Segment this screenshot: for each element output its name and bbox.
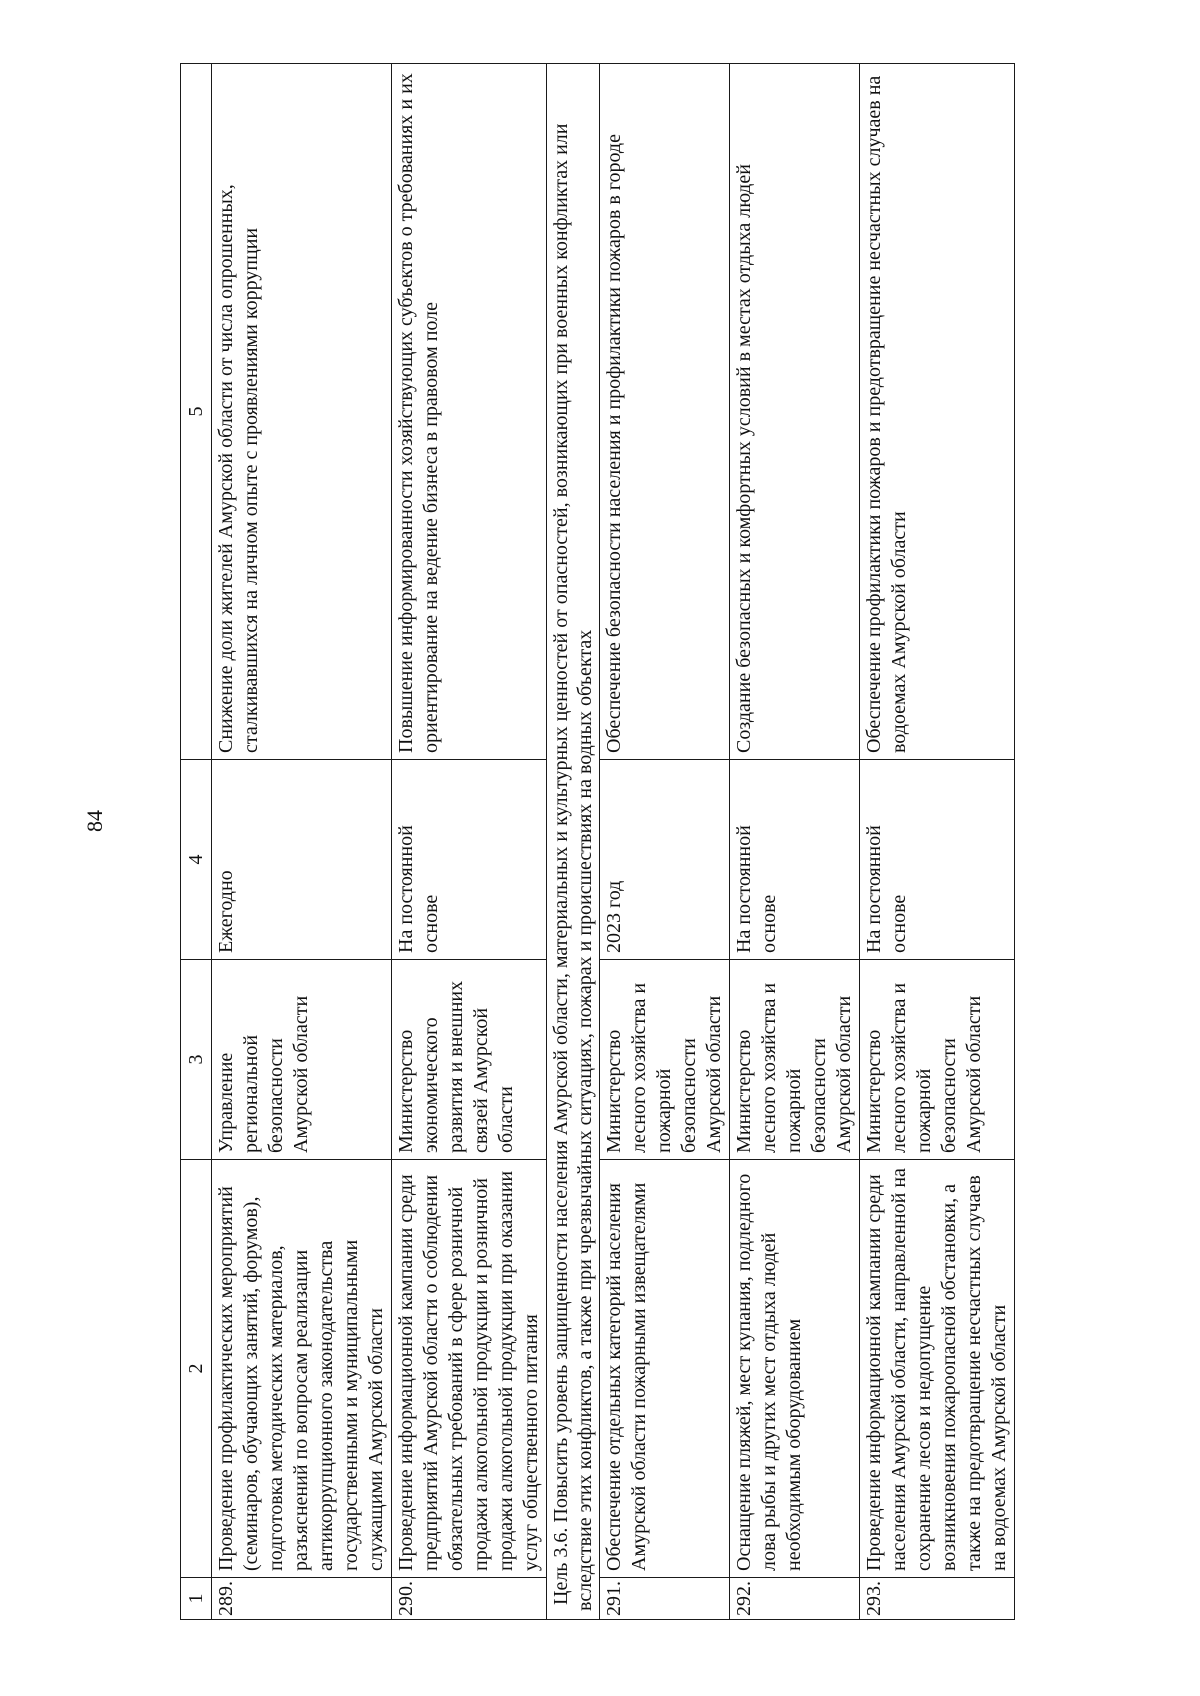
result-cell: Создание безопасных и комфортных условий в местах отдыха людей xyxy=(730,64,860,760)
period-cell: 2023 год xyxy=(600,760,730,960)
table-row xyxy=(860,64,1015,1620)
table-header-row xyxy=(181,64,212,1620)
page-number: 84 xyxy=(82,810,107,832)
column-header-3: 3 xyxy=(181,960,212,1160)
row-number: 290. xyxy=(392,1578,547,1620)
column-header-5: 5 xyxy=(181,64,212,760)
row-number: 289. xyxy=(212,1578,392,1620)
table-row xyxy=(730,64,860,1620)
table-row xyxy=(600,64,730,1620)
period-cell: На постоянной основе xyxy=(860,760,1015,960)
period-cell: На постоянной основе xyxy=(730,760,860,960)
responsible-cell: Министерство лесного хозяйства и пожарной безопасности Амурской области xyxy=(860,960,1015,1160)
responsible-cell: Министерство экономического развития и внешних связей Амурской области xyxy=(392,960,547,1160)
activity-cell: Проведение профилактических мероприятий (семинаров, обучающих занятий, форумов), подготовка методических материалов, разъяснений по вопросам реализации антикоррупционного законодательства государственными и муниципальными служащими Амурской области xyxy=(212,1160,392,1578)
activity-cell: Обеспечение отдельных категорий населения Амурской области пожарными извещателями xyxy=(600,1160,730,1578)
column-header-4: 4 xyxy=(181,760,212,960)
table-row xyxy=(212,64,392,1620)
row-number: 292. xyxy=(730,1578,860,1620)
rotated-page-content xyxy=(180,60,1030,1620)
period-cell: Ежегодно xyxy=(212,760,392,960)
period-cell: На постоянной основе xyxy=(392,760,547,960)
activities-table xyxy=(180,63,1015,1620)
responsible-cell: Управление региональной безопасности Амурской области xyxy=(212,960,392,1160)
activity-cell: Проведение информационной кампании среди населения Амурской области, направленной на сохранение лесов и недопущение возникновения пожароопасной обстановки, а также на предотвращение несчастных случаев на водоемах Амурской области xyxy=(860,1160,1015,1578)
result-cell: Повышение информированности хозяйствующих субъектов о требованиях и их ориентирование на ведение бизнеса в правовом поле xyxy=(392,64,547,760)
goal-heading: Цель 3.6. Повысить уровень защищенности населения Амурской области, материальных и культурных ценностей от опасностей, возникающих при военных конфликтах или вследствие этих конфликтов, а также при чрезвычайных ситуациях, пожарах и происшествиях на водных объектах xyxy=(547,64,600,1620)
table-row xyxy=(392,64,547,1620)
goal-row xyxy=(547,64,600,1620)
column-header-1: 1 xyxy=(181,1578,212,1620)
responsible-cell: Министерство лесного хозяйства и пожарной безопасности Амурской области xyxy=(600,960,730,1160)
row-number: 293. xyxy=(860,1578,1015,1620)
activity-cell: Проведение информационной кампании среди предприятий Амурской области о соблюдении обязательных требований в сфере розничной продажи алкогольной продукции и розничной продажи алкогольной продукции при оказании услуг общественного питания xyxy=(392,1160,547,1578)
activity-cell: Оснащение пляжей, мест купания, подледного лова рыбы и других мест отдыха людей необходимым оборудованием xyxy=(730,1160,860,1578)
row-number: 291. xyxy=(600,1578,730,1620)
responsible-cell: Министерство лесного хозяйства и пожарной безопасности Амурской области xyxy=(730,960,860,1160)
column-header-2: 2 xyxy=(181,1160,212,1578)
result-cell: Обеспечение безопасности населения и профилактики пожаров в городе xyxy=(600,64,730,760)
result-cell: Обеспечение профилактики пожаров и предотвращение несчастных случаев на водоемах Амурской области xyxy=(860,64,1015,760)
result-cell: Снижение доли жителей Амурской области от числа опрошенных, сталкивавшихся на личном опыте с проявлениями коррупции xyxy=(212,64,392,760)
